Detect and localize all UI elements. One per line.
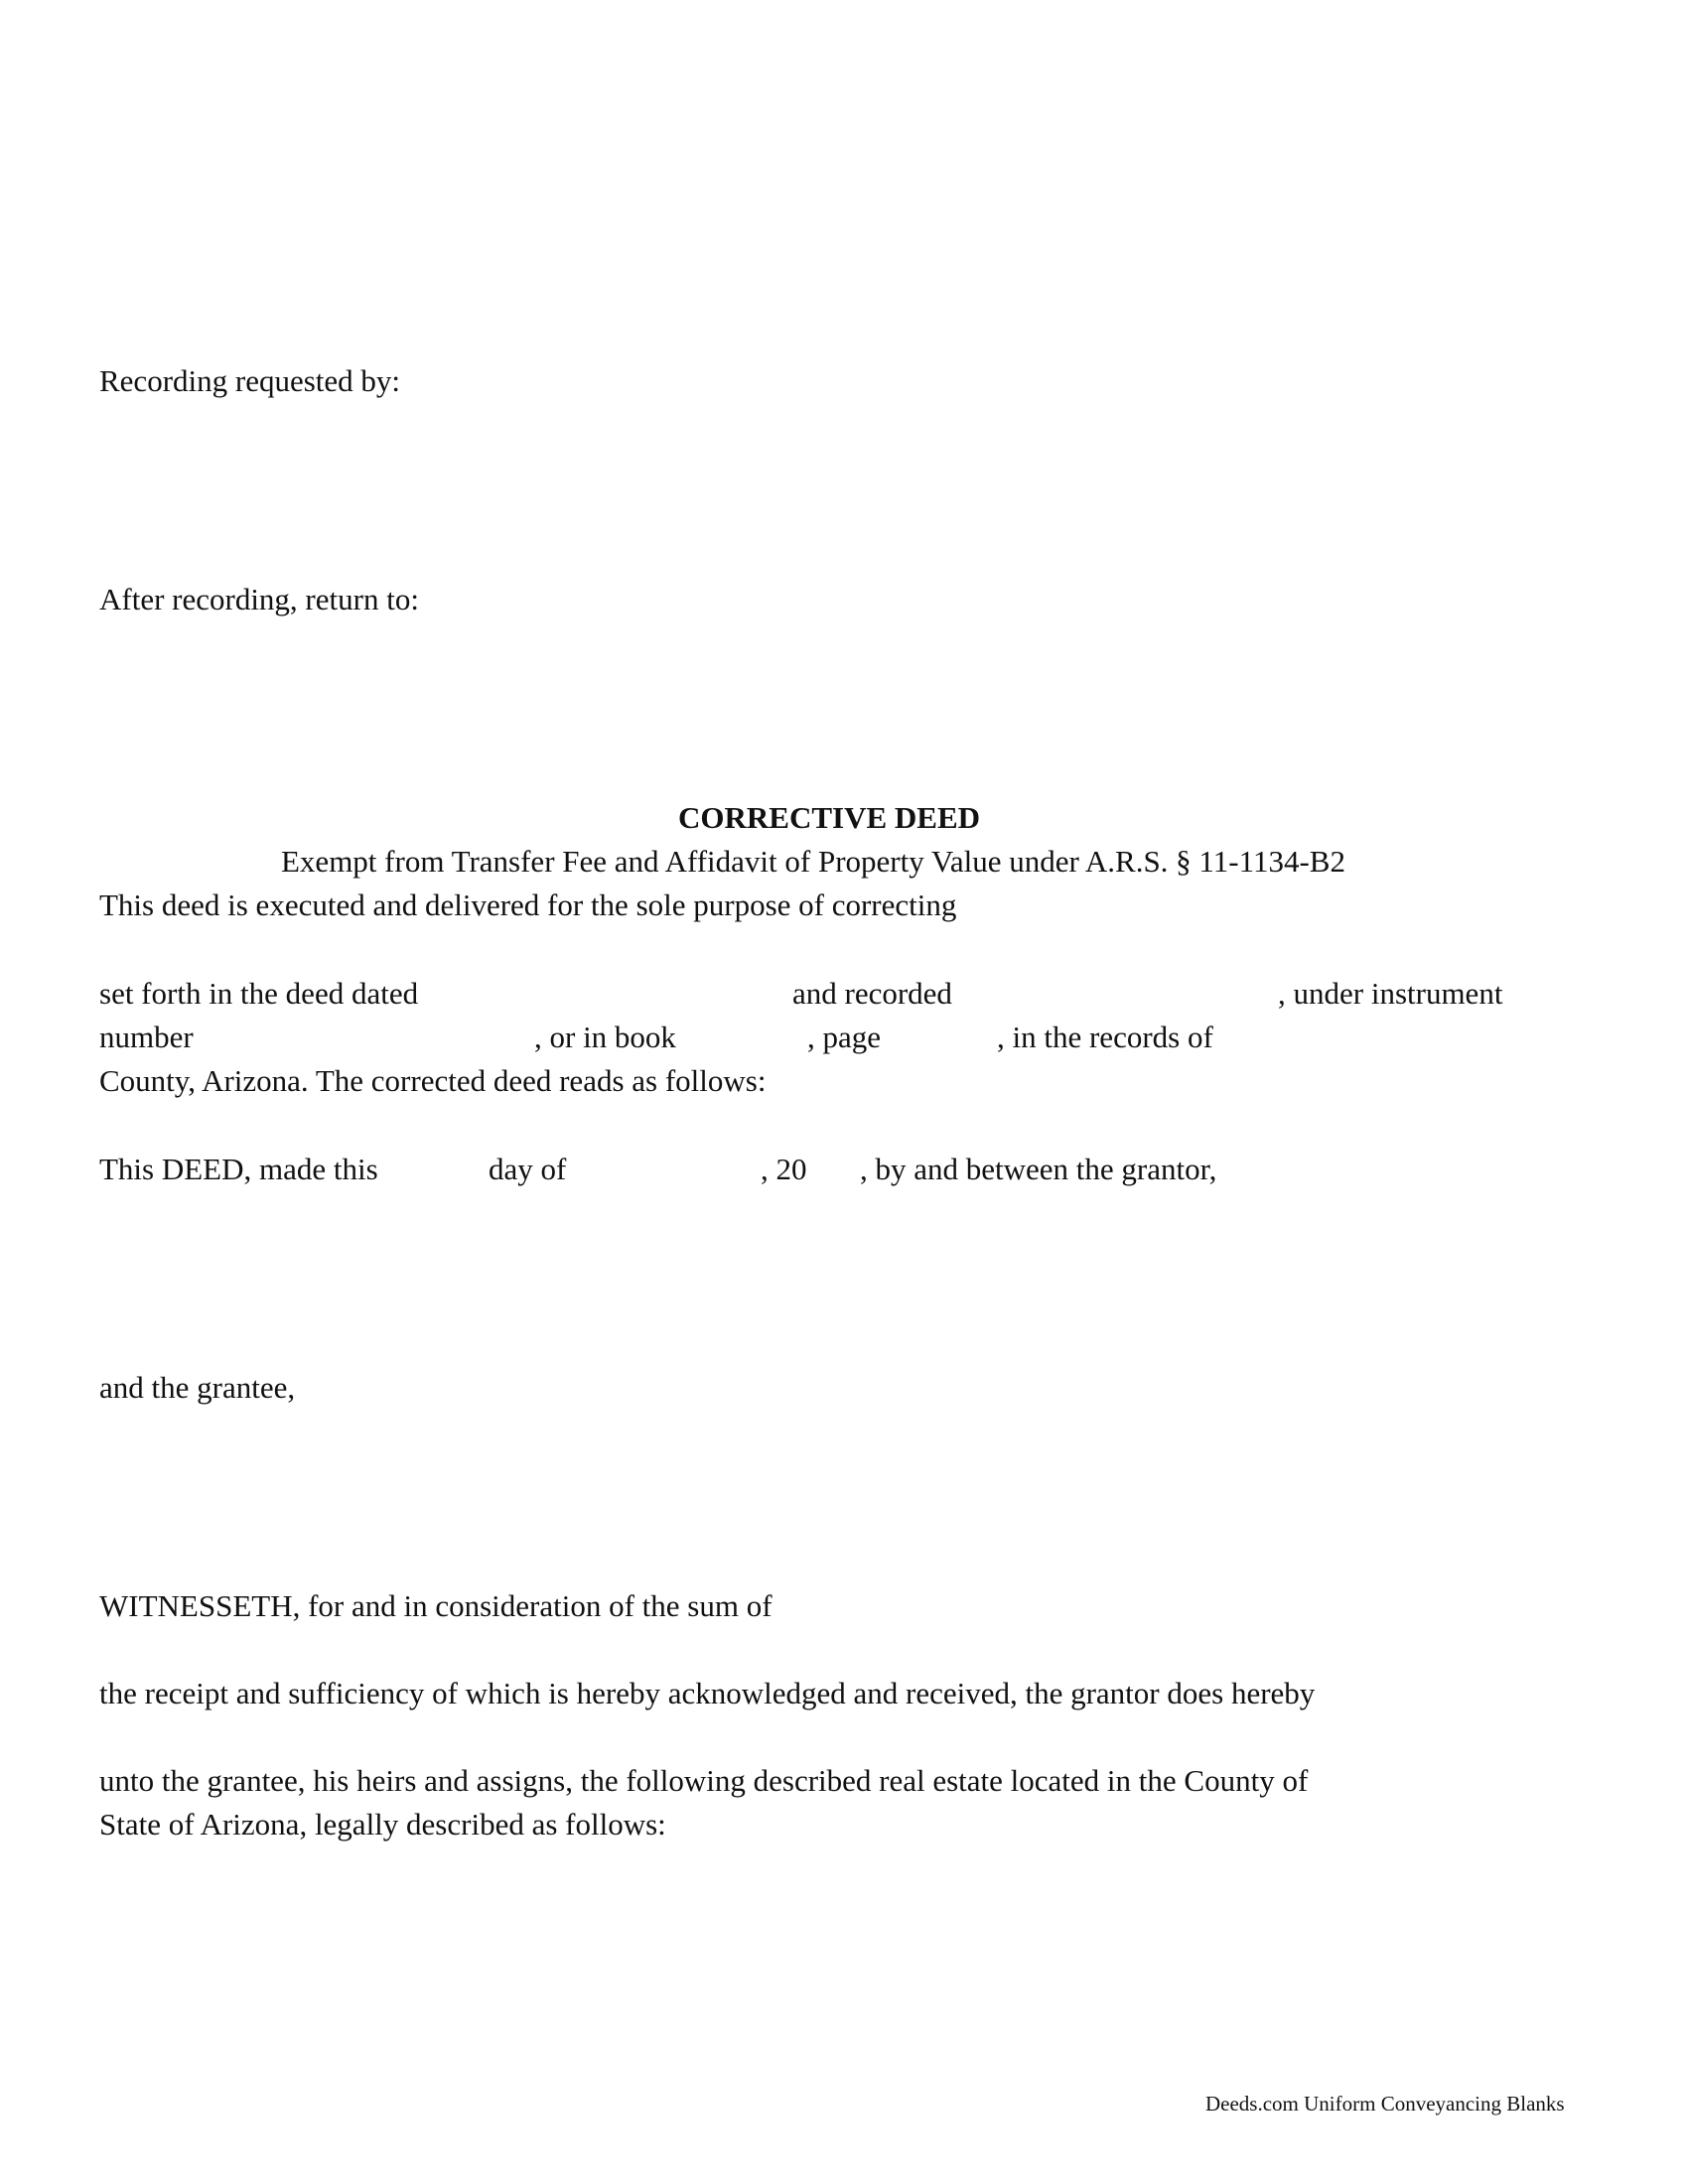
grantee-label: and the grantee,	[99, 1370, 296, 1405]
page-label: , page	[807, 1020, 882, 1054]
county-arizona-line: County, Arizona. The corrected deed reads as follows:	[99, 1063, 767, 1098]
under-instrument-label: , under instrument	[1278, 976, 1503, 1011]
after-recording-return-to-label: After recording, return to:	[99, 582, 419, 616]
state-of-arizona-line: State of Arizona, legally described as follows:	[99, 1807, 666, 1842]
year-prefix-label: , 20	[761, 1152, 807, 1186]
receipt-clause: the receipt and sufficiency of which is hereby acknowledged and received, the grantor does hereby	[99, 1676, 1316, 1710]
unto-grantee-clause: unto the grantee, his heirs and assigns, the following described real estate located in the County of	[99, 1763, 1309, 1798]
and-recorded-label: and recorded	[792, 976, 952, 1011]
exemption-notice: Exempt from Transfer Fee and Affidavit of Property Value under A.R.S. § 11-1134-B2	[281, 844, 1345, 879]
day-of-label: day of	[489, 1152, 567, 1186]
or-in-book-label: , or in book	[534, 1020, 676, 1054]
in-records-of-label: , in the records of	[997, 1020, 1213, 1054]
recording-requested-by-label: Recording requested by:	[99, 363, 401, 398]
deed-made-this-label: This DEED, made this	[99, 1152, 378, 1186]
document-title: CORRECTIVE DEED	[678, 800, 981, 835]
number-label: number	[99, 1020, 194, 1054]
purpose-statement: This deed is executed and delivered for the sole purpose of correcting	[99, 887, 957, 922]
footer-branding: Deeds.com Uniform Conveyancing Blanks	[1205, 2092, 1565, 2116]
grantor-label: , by and between the grantor,	[860, 1152, 1217, 1186]
witnesseth-clause: WITNESSETH, for and in consideration of the sum of	[99, 1588, 773, 1623]
set-forth-label: set forth in the deed dated	[99, 976, 419, 1011]
